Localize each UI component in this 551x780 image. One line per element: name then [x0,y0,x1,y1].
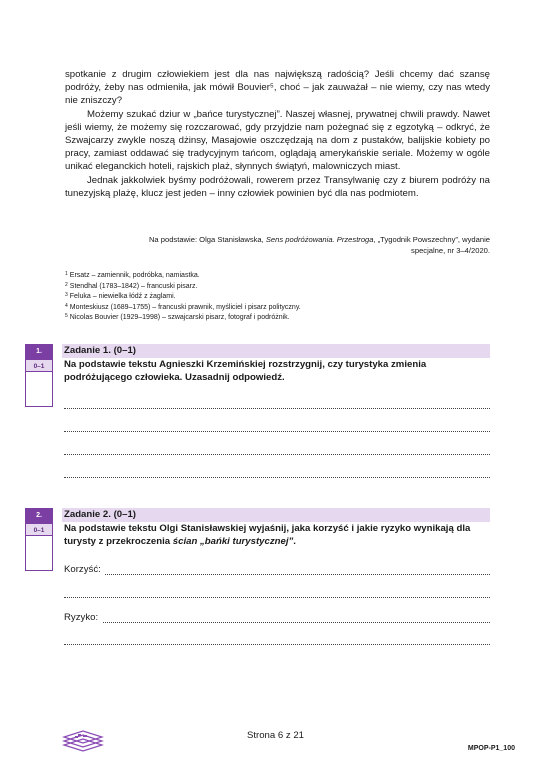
task-title: Zadanie 2. (0–1) [62,508,490,522]
answer-line[interactable] [64,477,490,478]
footnote-text: Monteskiusz (1689–1755) – francuski prawnik, myśliciel i pisarz polityczny. [69,303,301,311]
source-lead: Na podstawie: Olga Stanisławska, [148,235,266,244]
answer-line[interactable] [64,408,490,409]
score-range: 0–1 [26,523,52,536]
score-field[interactable] [26,536,52,570]
footnote-number: 3 [65,292,68,299]
footnote [65,291,490,302]
footnote [65,270,490,281]
score-box [25,344,53,407]
footnote-number: 4 [65,302,68,309]
risk-answer-line[interactable] [103,622,490,623]
passage-paragraph: Możemy szukać dziur w „bańce turystycznej”. Naszej własnej, prywatnej chwili prawdy. Nawet jeśli wiemy, że możemy się rozczarować, gdy przyjdzie nam pożegnać się z egzotyką – odkryć, że Szwajcarzy zwykle noszą dżinsy, Masajowie oszczędzają na dom z pustaków, balijskie kobiety po pracy, zamiast oddawać się tradycyjnym tańcom, oglądają amerykańskie seriale. Możemy w ogóle unikać eleganckich hoteli, rajskich plaż, słynnych świątyń, malowniczych miast. [65,108,490,173]
source-rest: , „Tygodnik Powszechny”, wydanie specjalne, nr 3–4/2020. [373,235,490,255]
footnotes [65,270,490,323]
score-box [25,508,53,571]
risk-label: Ryzyko: [64,612,99,623]
footnote-number: 1 [65,271,68,277]
footnote-text: Ersatz – zamiennik, podróbka, namiastka. [69,272,200,279]
footnote-text: Feluka – niewielka łódź z żaglami. [69,293,176,301]
question-italic: ścian „bańki turystycznej” [172,535,294,547]
task-number: 2. [26,509,52,523]
task-number: 1. [26,345,52,359]
footnote [65,312,490,323]
footnote [65,281,490,292]
reading-passage [65,68,490,200]
task-title: Zadanie 1. (0–1) [62,344,490,358]
task-question: Na podstawie tekstu Agnieszki Krzemińskiej rozstrzygnij, czy turystyka zmienia podróżującego człowieka. Uzasadnij odpowiedź. [64,359,427,383]
footnote-number: 2 [65,281,68,288]
score-range: 0–1 [26,359,52,372]
benefit-answer-line[interactable] [105,574,490,575]
source-citation [140,234,490,256]
passage-paragraph: Jednak jakkolwiek byśmy podróżowali, rowerem przez Transylwanię czy z biurem podróży na tunezyjską plażę, klucz jest jeden – inny człowiek powinien być dla nas podmiotem. [65,174,490,199]
task-question [64,523,490,548]
question-end: . [293,535,296,547]
footnote-number: 5 [65,313,68,320]
page-number: Strona 6 z 21 [246,730,305,741]
source-title: Sens podróżowania. Przestroga [265,235,374,244]
answer-line[interactable] [64,431,490,432]
benefit-label: Korzyść: [64,564,101,575]
footnote-text: Stendhal (1783–1842) – francuski pisarz. [69,282,198,290]
answer-line[interactable] [64,454,490,455]
footnote [65,302,490,313]
question-text: Na podstawie tekstu Olgi Stanisławskiej wyjaśnij, jaka korzyść i jakie ryzyko wynikają dla turysty z przekroczenia [64,523,471,547]
answer-line[interactable] [64,597,490,598]
passage-paragraph: spotkanie z drugim człowiekiem jest dla nas największą radością? Jeśli chcemy dać szansę podróży, żeby nas odmieniła, jak mówił Bouvier⁵, choć – jak zauważał – nie wiemy, czy nas wtedy nie zniszczy? [65,69,490,107]
answer-line[interactable] [64,644,490,645]
document-code: MPOP-P1_100 [467,745,515,752]
score-field[interactable] [26,372,52,406]
footnote-text: Nicolas Bouvier (1929–1998) – szwajcarski pisarz, fotograf i podróżnik. [69,314,290,322]
